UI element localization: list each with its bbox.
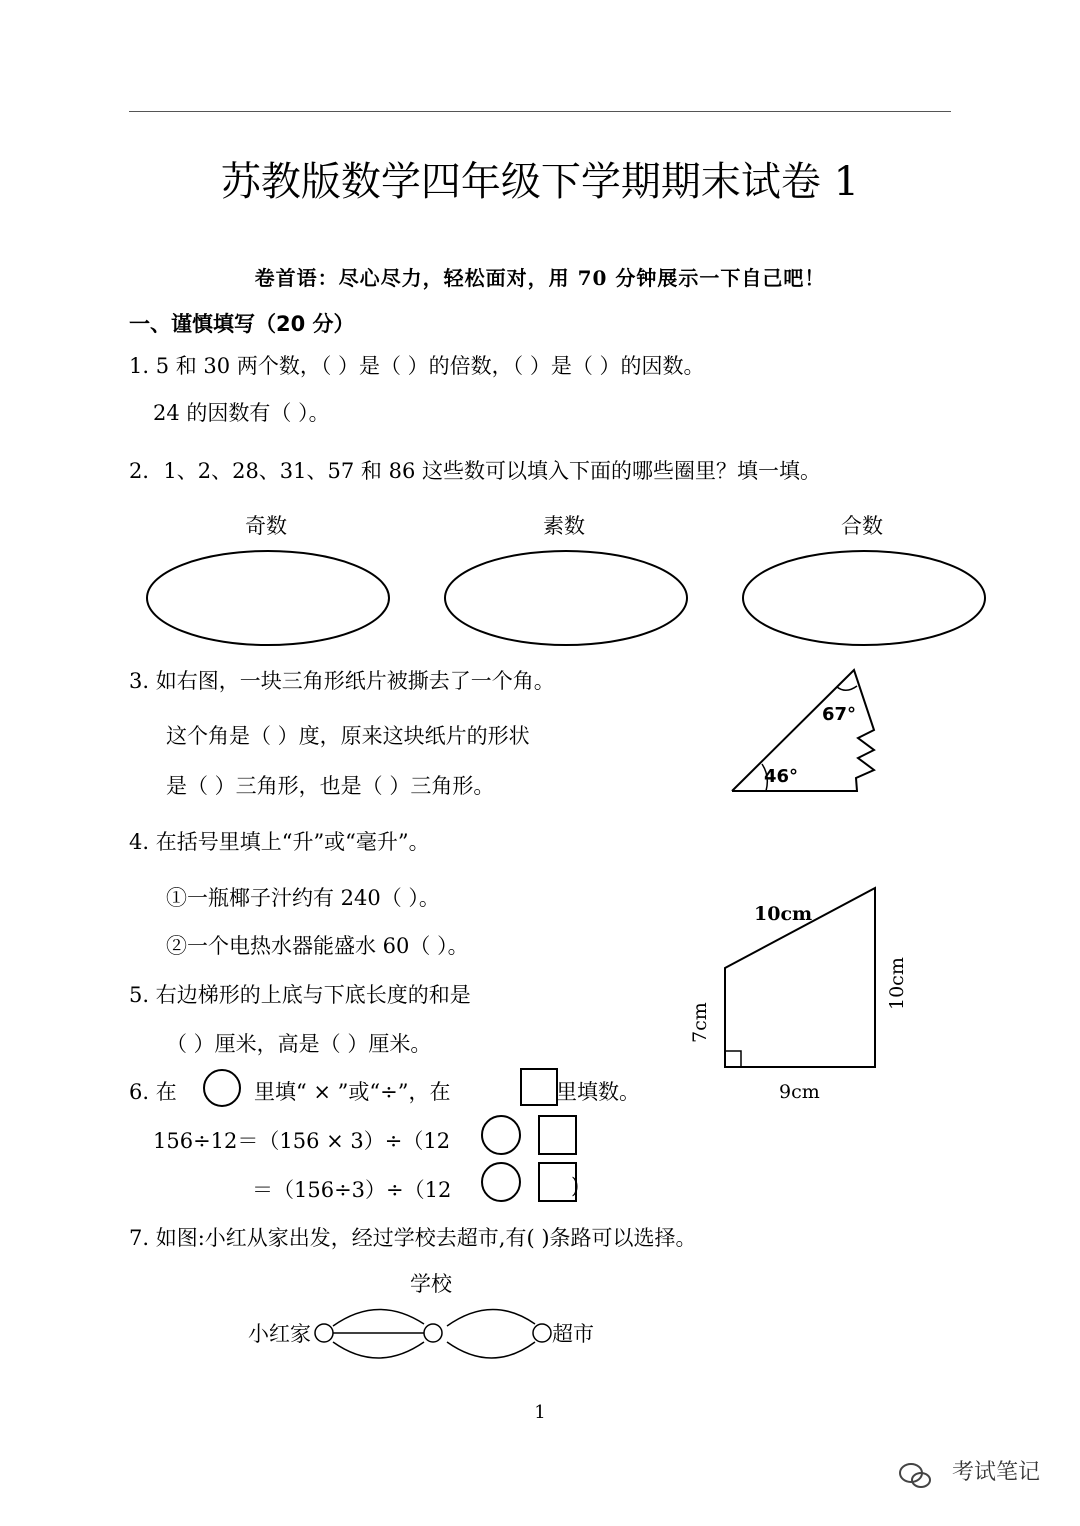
home-label: 小红家 — [248, 1322, 311, 1346]
route-home-school-lower — [333, 1342, 424, 1358]
angle-46-label: 46° — [764, 766, 799, 787]
q5-line2: （ ）厘米，高是（ ）厘米。 — [166, 1032, 432, 1056]
q6-label-mid: 里填“ × ”或“÷”，在 — [254, 1080, 451, 1104]
route-school-market-upper — [447, 1309, 535, 1326]
market-node — [533, 1324, 551, 1342]
home-node — [315, 1324, 333, 1342]
q1-line1: 1. 5 和 30 两个数，（ ）是（ ）的倍数，（ ）是（ ）的因数。 — [129, 354, 705, 378]
page-title: 苏教版数学四年级下学期期末试卷 1 — [220, 159, 860, 205]
route-home-school-upper — [333, 1309, 424, 1326]
q7-text: 7. 如图:小红从家出发，经过学校去超市,有( )条路可以选择。 — [129, 1226, 697, 1250]
trapezoid-slant-label: 10cm — [754, 903, 813, 925]
q3-line1: 3. 如右图，一块三角形纸片被撕去了一个角。 — [129, 669, 555, 693]
q6-row2-close-paren: ) — [571, 1174, 580, 1198]
q3-line3: 是（ ）三角形，也是（ ）三角形。 — [166, 774, 495, 798]
trapezoid-bottom-label: 9cm — [779, 1081, 820, 1103]
angle-67-label: 67° — [822, 704, 857, 725]
market-label: 超市 — [552, 1322, 594, 1346]
circle-label-odd: 奇数 — [245, 514, 287, 538]
circle-label-composite: 合数 — [841, 514, 883, 538]
q6-label-end: 里填数。 — [556, 1080, 640, 1104]
trapezoid-right-label: 10cm — [886, 957, 908, 1010]
school-label: 学校 — [410, 1272, 452, 1296]
q6-row2: ＝（156÷3）÷（12 — [252, 1178, 452, 1202]
circle-label-prime: 素数 — [543, 514, 585, 538]
school-node — [424, 1324, 442, 1342]
trapezoid-left-label: 7cm — [689, 1002, 711, 1043]
q4-line1: 4. 在括号里填上“升”或“毫升”。 — [129, 830, 430, 854]
q6-label-start: 6. 在 — [129, 1080, 177, 1104]
q3-line2: 这个角是（ ）度，原来这块纸片的形状 — [166, 724, 530, 748]
q2-text: 2．1、2、28、31、57 和 86 这些数可以填入下面的哪些圈里？填一填。 — [129, 459, 821, 483]
q1-line2: 24 的因数有（ ）。 — [153, 401, 330, 425]
q4-item1: ①一瓶椰子汁约有 240（ ）。 — [166, 886, 440, 910]
q6-row1: 156÷12＝（156 × 3）÷（12 — [153, 1129, 451, 1153]
section-heading: 一、谨慎填写（20 分） — [129, 312, 355, 336]
q4-item2: ②一个电热水器能盛水 60（ ）。 — [166, 934, 469, 958]
route-school-market-lower — [447, 1342, 535, 1358]
watermark: 考试笔记 — [951, 1460, 1040, 1485]
q5-line1: 5. 右边梯形的上底与下底长度的和是 — [129, 983, 471, 1007]
wechat-icon — [898, 1460, 934, 1492]
motto: 卷首语：尽心尽力，轻松面对，用 70 分钟展示一下自己吧！ — [254, 266, 826, 290]
page-number: 1 — [534, 1402, 546, 1423]
